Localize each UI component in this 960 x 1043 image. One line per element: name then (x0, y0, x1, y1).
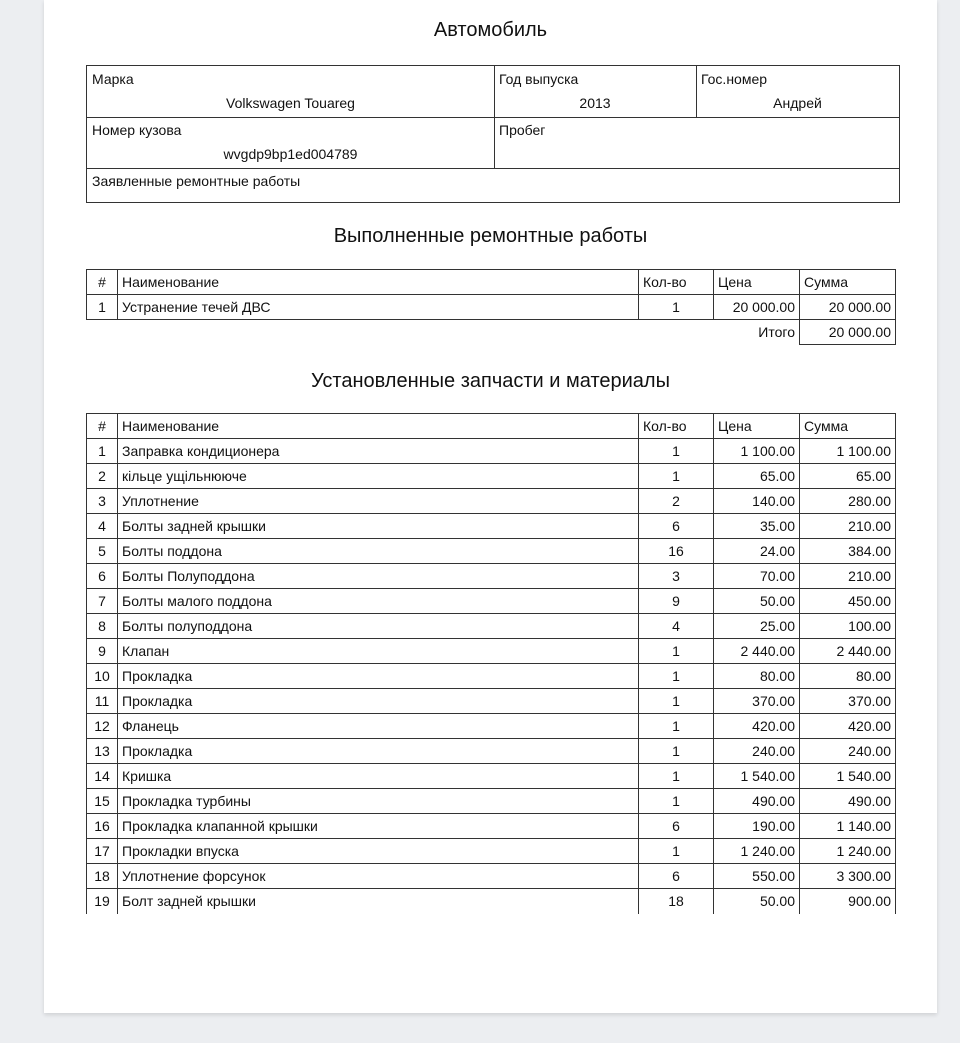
row-price: 370.00 (714, 689, 800, 714)
car-section-title: Автомобиль (433, 19, 548, 41)
row-price: 1 240.00 (714, 839, 800, 864)
row-price: 240.00 (714, 739, 800, 764)
plate-cell (696, 66, 899, 117)
total-value: 20 000.00 (800, 320, 896, 345)
year-value: 2013 (579, 95, 611, 111)
table-row (87, 814, 896, 839)
row-number: 18 (87, 864, 118, 889)
row-qty: 18 (639, 889, 714, 914)
table-row (87, 614, 896, 639)
row-qty: 1 (639, 639, 714, 664)
table-row (87, 639, 896, 664)
brand-label: Марка (92, 71, 134, 87)
row-price: 25.00 (714, 614, 800, 639)
col-header-number: # (87, 270, 118, 295)
col-header-number: # (87, 414, 118, 439)
row-sum: 384.00 (800, 539, 896, 564)
row-sum: 1 100.00 (800, 439, 896, 464)
row-number: 12 (87, 714, 118, 739)
car-info-box (86, 65, 900, 203)
row-number: 11 (87, 689, 118, 714)
row-price: 50.00 (714, 589, 800, 614)
total-label: Итого (758, 324, 795, 341)
parts-section-title: Установленные запчасти и материалы (311, 370, 670, 392)
row-name: Устранение течей ДВС (118, 295, 639, 320)
vin-label: Номер кузова (92, 122, 182, 138)
table-row (87, 714, 896, 739)
row-sum: 280.00 (800, 489, 896, 514)
document-page (44, 0, 937, 1013)
col-header-sum: Сумма (800, 414, 896, 439)
row-number: 10 (87, 664, 118, 689)
row-number: 3 (87, 489, 118, 514)
row-qty: 2 (639, 489, 714, 514)
row-sum: 210.00 (800, 514, 896, 539)
col-header-qty: Кол-во (639, 270, 714, 295)
table-row (87, 514, 896, 539)
row-qty: 4 (639, 614, 714, 639)
row-sum: 450.00 (800, 589, 896, 614)
col-header-sum: Сумма (800, 270, 896, 295)
row-name: Болты поддона (118, 539, 639, 564)
table-row (87, 839, 896, 864)
row-sum: 100.00 (800, 614, 896, 639)
works-table (86, 269, 896, 345)
table-row (87, 564, 896, 589)
row-qty: 1 (639, 439, 714, 464)
row-qty: 6 (639, 864, 714, 889)
row-number: 1 (87, 295, 118, 320)
row-name: Болты задней крышки (118, 514, 639, 539)
row-name: Уплотнение (118, 489, 639, 514)
table-row (87, 489, 896, 514)
row-price: 550.00 (714, 864, 800, 889)
table-header-row (87, 414, 896, 439)
col-header-name: Наименование (118, 414, 639, 439)
row-qty: 1 (639, 689, 714, 714)
row-qty: 1 (639, 739, 714, 764)
brand-value: Volkswagen Touareg (226, 95, 355, 111)
row-price: 1 540.00 (714, 764, 800, 789)
row-qty: 3 (639, 564, 714, 589)
col-header-price: Цена (714, 414, 800, 439)
row-number: 4 (87, 514, 118, 539)
table-row (87, 889, 896, 914)
row-sum: 2 440.00 (800, 639, 896, 664)
total-row (87, 320, 896, 345)
row-qty: 16 (639, 539, 714, 564)
row-name: Прокладка (118, 689, 639, 714)
row-price: 65.00 (714, 464, 800, 489)
table-row (87, 464, 896, 489)
row-qty: 1 (639, 789, 714, 814)
row-qty: 1 (639, 839, 714, 864)
row-sum: 370.00 (800, 689, 896, 714)
row-sum: 1 240.00 (800, 839, 896, 864)
row-number: 19 (87, 889, 118, 914)
declared-works-label: Заявленные ремонтные работы (92, 173, 301, 189)
row-qty: 9 (639, 589, 714, 614)
row-sum: 20 000.00 (800, 295, 896, 320)
row-name: Болт задней крышки (118, 889, 639, 914)
row-sum: 420.00 (800, 714, 896, 739)
row-number: 13 (87, 739, 118, 764)
row-number: 9 (87, 639, 118, 664)
row-name: Заправка кондиционера (118, 439, 639, 464)
row-name: Клапан (118, 639, 639, 664)
row-name: Болты малого поддона (118, 589, 639, 614)
row-sum: 3 300.00 (800, 864, 896, 889)
row-sum: 1 540.00 (800, 764, 896, 789)
row-name: кільце ущільнююче (118, 464, 639, 489)
table-row (87, 439, 896, 464)
brand-cell (87, 66, 494, 117)
year-cell (494, 66, 696, 117)
row-price: 140.00 (714, 489, 800, 514)
table-row (87, 295, 896, 320)
col-header-qty: Кол-во (639, 414, 714, 439)
row-sum: 210.00 (800, 564, 896, 589)
row-name: Прокладка клапанной крышки (118, 814, 639, 839)
row-qty: 1 (639, 464, 714, 489)
row-name: Прокладка турбины (118, 789, 639, 814)
table-row (87, 689, 896, 714)
row-price: 1 100.00 (714, 439, 800, 464)
row-qty: 6 (639, 514, 714, 539)
table-row (87, 739, 896, 764)
works-section-title: Выполненные ремонтные работы (333, 225, 648, 247)
row-sum: 900.00 (800, 889, 896, 914)
table-row (87, 589, 896, 614)
declared-works-cell (87, 168, 899, 202)
row-sum: 490.00 (800, 789, 896, 814)
row-price: 24.00 (714, 539, 800, 564)
plate-label: Гос.номер (701, 71, 768, 87)
row-number: 15 (87, 789, 118, 814)
row-name: Болты Полуподдона (118, 564, 639, 589)
table-row (87, 864, 896, 889)
row-name: Прокладки впуска (118, 839, 639, 864)
row-sum: 80.00 (800, 664, 896, 689)
row-number: 1 (87, 439, 118, 464)
plate-value: Андрей (773, 95, 822, 111)
row-price: 2 440.00 (714, 639, 800, 664)
row-qty: 6 (639, 814, 714, 839)
row-qty: 1 (639, 664, 714, 689)
parts-table (86, 413, 896, 914)
table-header-row (87, 270, 896, 295)
row-number: 8 (87, 614, 118, 639)
row-number: 5 (87, 539, 118, 564)
row-price: 70.00 (714, 564, 800, 589)
mileage-cell (494, 117, 899, 168)
row-number: 6 (87, 564, 118, 589)
row-sum: 65.00 (800, 464, 896, 489)
row-price: 190.00 (714, 814, 800, 839)
row-number: 17 (87, 839, 118, 864)
vin-cell (87, 117, 494, 168)
row-price: 490.00 (714, 789, 800, 814)
row-sum: 1 140.00 (800, 814, 896, 839)
row-name: Кришка (118, 764, 639, 789)
mileage-label: Пробег (499, 122, 546, 138)
row-name: Фланець (118, 714, 639, 739)
year-label: Год выпуска (499, 71, 579, 87)
row-qty: 1 (639, 764, 714, 789)
row-price: 35.00 (714, 514, 800, 539)
row-name: Болты полуподдона (118, 614, 639, 639)
row-sum: 240.00 (800, 739, 896, 764)
row-price: 20 000.00 (714, 295, 800, 320)
row-number: 2 (87, 464, 118, 489)
table-row (87, 789, 896, 814)
row-name: Прокладка (118, 739, 639, 764)
row-number: 16 (87, 814, 118, 839)
col-header-price: Цена (714, 270, 800, 295)
table-row (87, 664, 896, 689)
table-row (87, 764, 896, 789)
vin-value: wvgdp9bp1ed004789 (223, 146, 358, 162)
row-qty: 1 (639, 295, 714, 320)
col-header-name: Наименование (118, 270, 639, 295)
row-number: 7 (87, 589, 118, 614)
table-row (87, 539, 896, 564)
row-price: 80.00 (714, 664, 800, 689)
row-qty: 1 (639, 714, 714, 739)
row-name: Уплотнение форсунок (118, 864, 639, 889)
row-number: 14 (87, 764, 118, 789)
row-price: 420.00 (714, 714, 800, 739)
row-price: 50.00 (714, 889, 800, 914)
row-name: Прокладка (118, 664, 639, 689)
